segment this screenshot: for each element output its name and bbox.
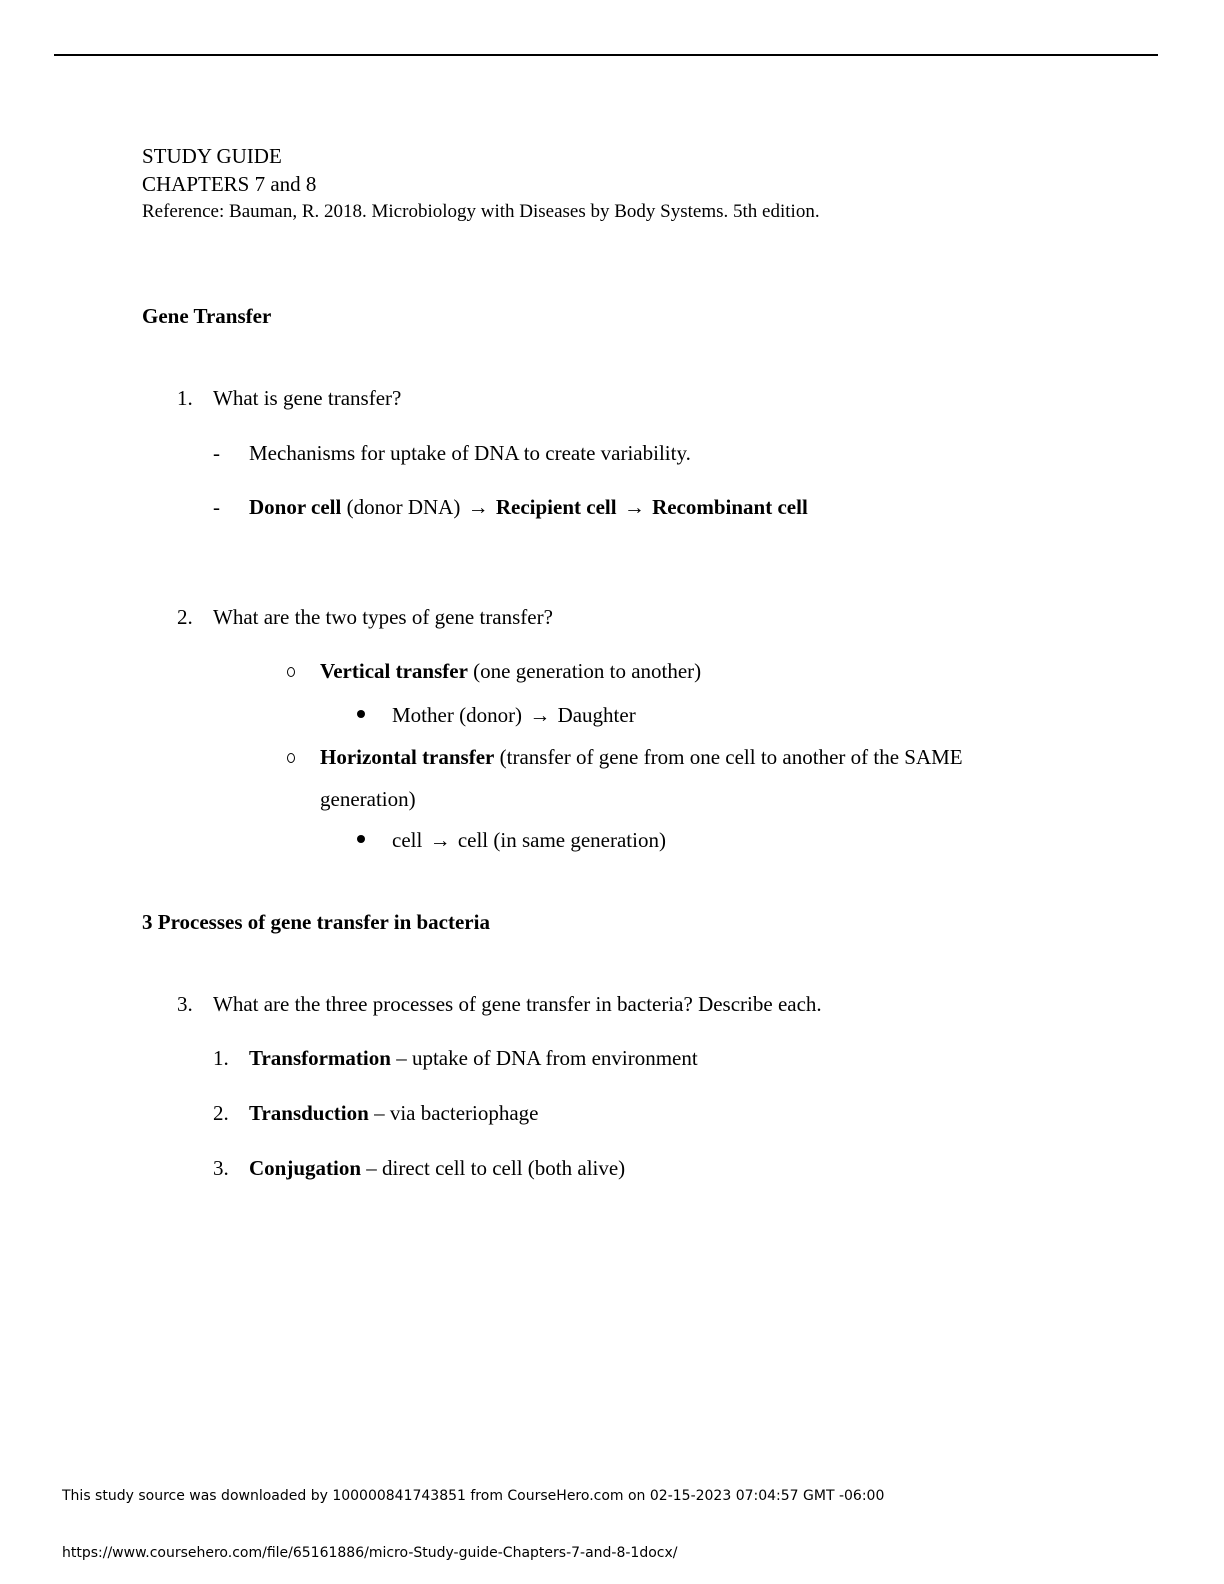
answer-1-mechanisms: Mechanisms for uptake of DNA to create variability.	[249, 441, 691, 465]
section-heading-gene-transfer: Gene Transfer	[142, 304, 272, 328]
circle-bullet-icon	[287, 667, 295, 677]
disc-bullet-icon	[357, 835, 365, 843]
answer-1-donor-chain	[249, 494, 808, 520]
recipient-cell-term: Recipient cell	[495, 495, 617, 519]
circle-bullet-icon	[287, 753, 295, 763]
horizontal-transfer-item	[320, 744, 963, 770]
horizontal-transfer-note: (transfer of gene from one cell to another of the SAME	[494, 745, 963, 769]
arrow-right-icon: →	[429, 828, 451, 852]
disc-bullet-icon	[357, 710, 365, 718]
question-1-number: 1.	[177, 386, 193, 410]
horizontal-transfer-term: Horizontal transfer	[320, 745, 495, 769]
chapters-subtitle: CHAPTERS 7 and 8	[142, 172, 317, 196]
process-item-number: 1.	[213, 1046, 229, 1070]
horizontal-transfer-example: cell → cell (in same generation)	[392, 828, 666, 852]
process-item-number: 3.	[213, 1156, 229, 1180]
arrow-right-icon: →	[623, 495, 645, 519]
source-url-link[interactable]: https://www.coursehero.com/file/65161886/micro-Study-guide-Chapters-7-and-8-1docx/	[62, 1545, 678, 1561]
vertical-transfer-term: Vertical transfer	[320, 659, 468, 683]
horizontal-transfer-note-continued: generation)	[320, 787, 416, 811]
vertical-transfer-item	[320, 658, 701, 684]
process-item-transformation: Transformation – uptake of DNA from environment	[249, 1046, 698, 1070]
question-3-number: 3.	[177, 992, 193, 1016]
question-2-number: 2.	[177, 605, 193, 629]
download-notice: This study source was downloaded by 100000841743851 from CourseHero.com on 02-15-2023 07:04:57 GMT -06:00	[62, 1488, 885, 1504]
vertical-transfer-example: Mother (donor) → Daughter	[392, 703, 636, 727]
top-horizontal-rule	[54, 54, 1158, 56]
question-3-text: What are the three processes of gene transfer in bacteria? Describe each.	[213, 992, 822, 1016]
vertical-transfer-note: (one generation to another)	[467, 659, 702, 683]
section-heading-processes: 3 Processes of gene transfer in bacteria	[142, 910, 490, 934]
dash-bullet: -	[213, 495, 220, 519]
document-title: STUDY GUIDE	[142, 144, 282, 168]
process-item-conjugation: Conjugation – direct cell to cell (both alive)	[249, 1156, 626, 1180]
question-1-text: What is gene transfer?	[213, 386, 402, 410]
arrow-right-icon: →	[529, 703, 551, 727]
question-2-text: What are the two types of gene transfer?	[213, 605, 553, 629]
reference-line: Reference: Bauman, R. 2018. Microbiology with Diseases by Body Systems. 5th edition.	[142, 201, 820, 222]
process-item-number: 2.	[213, 1101, 229, 1125]
dash-bullet: -	[213, 441, 220, 465]
arrow-right-icon: →	[467, 495, 489, 519]
process-item-transduction: Transduction – via bacteriophage	[249, 1101, 539, 1125]
recombinant-cell-term: Recombinant cell	[652, 495, 808, 519]
donor-cell-term: Donor cell	[249, 495, 342, 519]
donor-dna-note: (donor DNA)	[341, 495, 466, 519]
